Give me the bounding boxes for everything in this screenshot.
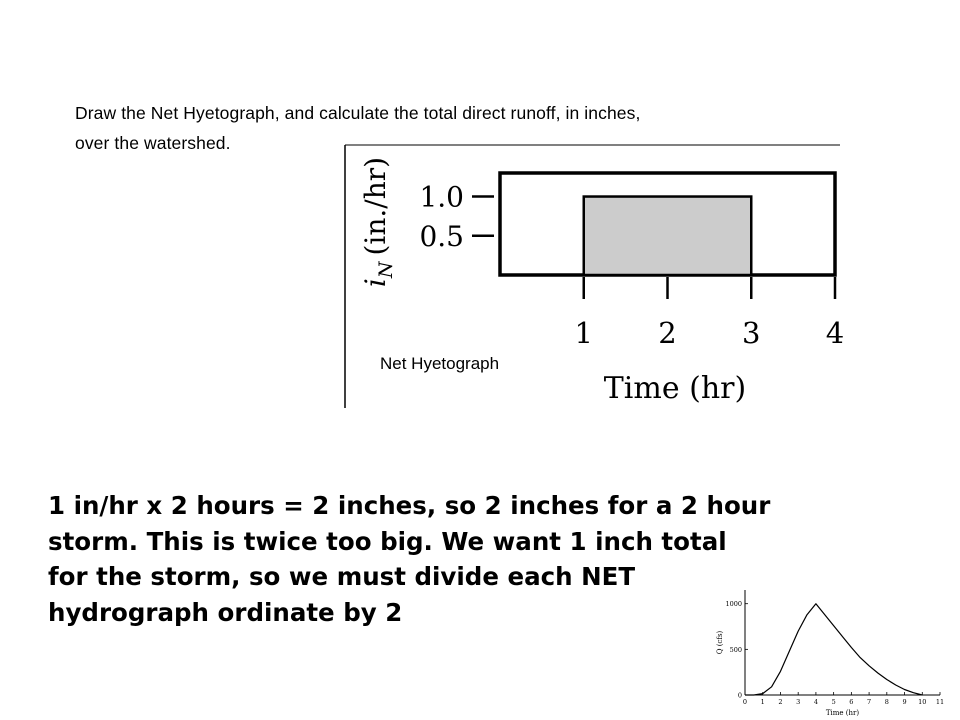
hydro-x-tick-label: 0 <box>742 698 748 706</box>
hydro-x-tick-label: 7 <box>867 698 872 706</box>
hydro-x-tick-label: 8 <box>884 698 889 706</box>
hydro-x-tick-label: 2 <box>778 698 783 706</box>
x-tick-label: 2 <box>658 316 677 350</box>
y-axis-label <box>359 157 397 287</box>
y-axis-symbol: i <box>359 278 392 288</box>
net-rainfall-bar <box>584 197 752 275</box>
explanation-line-3: for the storm, so we must divide each NET <box>48 562 636 591</box>
hydro-x-tick-label: 9 <box>902 698 907 706</box>
hydrograph-curve <box>745 604 922 695</box>
hydro-x-axis-label: Time (hr) <box>825 709 860 717</box>
x-tick-label: 1 <box>574 316 593 350</box>
hydro-x-tick-label: 11 <box>935 698 945 706</box>
hydro-y-axis-label: Q (cfs) <box>716 630 724 655</box>
question-line-2: over the watershed. <box>75 133 231 153</box>
hydro-x-tick-label: 5 <box>831 698 836 706</box>
hydro-x-tick-label: 4 <box>813 698 818 706</box>
hyetograph-caption: Net Hyetograph <box>380 354 500 373</box>
y-tick-label: 0.5 <box>419 219 464 253</box>
hydro-x-tick-label: 10 <box>918 698 927 706</box>
question-line-1: Draw the Net Hyetograph, and calculate the total direct runoff, in inches, <box>75 103 641 123</box>
explanation-line-2: storm. This is twice too big. We want 1 inch total <box>48 526 727 556</box>
hydro-y-tick-label: 500 <box>729 645 742 654</box>
x-tick-label: 4 <box>825 316 845 350</box>
unit-hydrograph-chart <box>700 582 960 720</box>
y-axis-subscript: N <box>375 261 397 279</box>
hydro-x-tick-label: 6 <box>849 698 854 706</box>
y-axis-units: (in./hr) <box>359 156 392 256</box>
hydro-y-tick-label: 0 <box>737 691 742 700</box>
hydro-y-tick-label: 1000 <box>725 600 742 609</box>
explanation-line-4: hydrograph ordinate by 2 <box>48 597 403 627</box>
x-axis-label: Time (hr) <box>603 371 747 406</box>
hydro-x-tick-label: 3 <box>796 698 801 706</box>
y-tick-label: 1.0 <box>419 180 464 214</box>
hydro-x-tick-label: 1 <box>760 698 765 706</box>
explanation-line-1: 1 in/hr x 2 hours = 2 inches, so 2 inches for a 2 hour <box>48 491 771 520</box>
x-tick-label: 3 <box>742 316 761 350</box>
